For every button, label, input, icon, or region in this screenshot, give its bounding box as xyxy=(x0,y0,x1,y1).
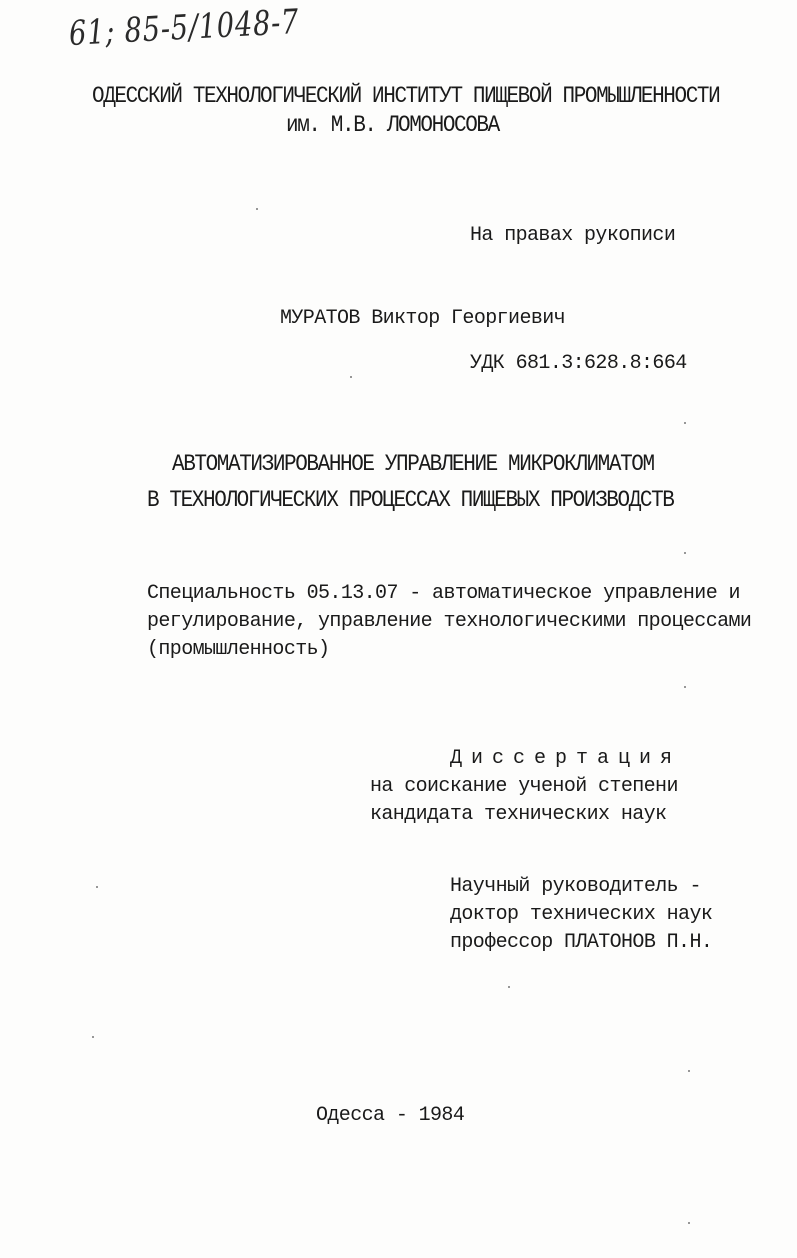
dissertation-title-line2: В ТЕХНОЛОГИЧЕСКИХ ПРОЦЕССАХ ПИЩЕВЫХ ПРОИЗВОДСТВ xyxy=(147,488,674,514)
scan-speck xyxy=(256,208,258,210)
scan-speck xyxy=(684,552,686,554)
specialty-line3: (промышленность) xyxy=(147,638,330,661)
dissertation-degree-line1: на соискание ученой степени xyxy=(370,775,678,798)
institution-name-line2: им. М.В. ЛОМОНОСОВА xyxy=(286,113,499,139)
archive-number-handwritten: 61; 85-5/1048-7 xyxy=(68,1,301,54)
supervisor-line3: профессор ПЛАТОНОВ П.Н. xyxy=(450,931,713,954)
scan-speck xyxy=(96,886,98,888)
dissertation-degree-line2: кандидата технических наук xyxy=(370,803,667,826)
scan-speck xyxy=(684,686,686,688)
author-name: МУРАТОВ Виктор Георгиевич xyxy=(280,307,566,330)
udc-code: УДК 681.3:628.8:664 xyxy=(470,352,687,375)
scan-speck xyxy=(688,1070,690,1072)
dissertation-heading: Диссертация xyxy=(450,747,682,770)
institution-name-line1: ОДЕССКИЙ ТЕХНОЛОГИЧЕСКИЙ ИНСТИТУТ ПИЩЕВОЙ ПРОМЫШЛЕННОСТИ xyxy=(92,84,720,110)
scan-speck xyxy=(92,1036,94,1038)
specialty-line2: регулирование, управление технологическими процессами xyxy=(147,610,752,633)
scan-speck xyxy=(684,422,686,424)
dissertation-title-line1: АВТОМАТИЗИРОВАННОЕ УПРАВЛЕНИЕ МИКРОКЛИМАТОМ xyxy=(172,452,654,478)
scan-speck xyxy=(508,986,510,988)
scan-speck xyxy=(350,376,352,378)
supervisor-line1: Научный руководитель - xyxy=(450,875,701,898)
place-and-year: Одесса - 1984 xyxy=(316,1104,465,1127)
manuscript-rights-note: На правах рукописи xyxy=(470,224,676,247)
specialty-line1: Специальность 05.13.07 - автоматическое управление и xyxy=(147,582,740,605)
scan-speck xyxy=(688,1222,690,1224)
supervisor-line2: доктор технических наук xyxy=(450,903,713,926)
